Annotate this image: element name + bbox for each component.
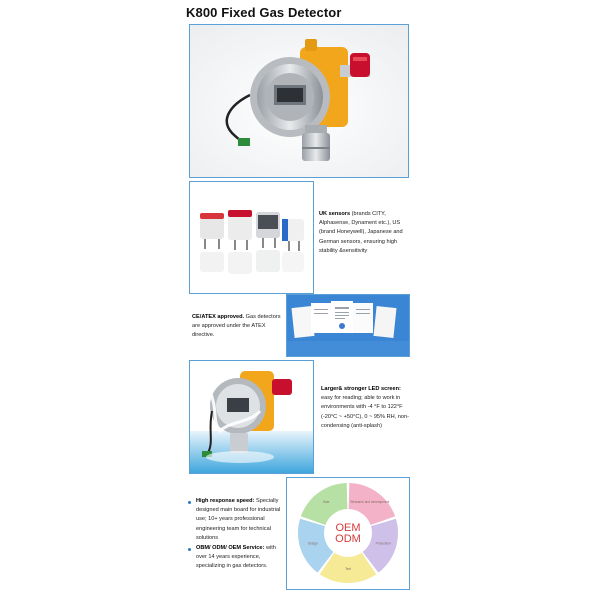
bullet-icon (188, 501, 191, 504)
atex-description (192, 313, 284, 341)
service-item (196, 544, 286, 572)
service-item (196, 497, 286, 543)
wheel-segment-label: Test (345, 567, 351, 571)
oem-odm-wheel (287, 478, 409, 589)
wheel-center-odm: ODM (335, 533, 361, 545)
atex-heading: CE/ATEX approved. (192, 314, 245, 320)
led-body: easy for reading; able to work in environments with -4 °F to 122°F (-20°C ~ +50°C), 0 ~ 95% RH, non-condensing (anti-splash) (321, 395, 409, 429)
sensors-description (319, 210, 411, 256)
wheel-segment-label: Production (375, 541, 391, 546)
atex-body: Gas detectors are approved under the ATEX directive. (192, 314, 281, 339)
service-item-body: with over 14 years experience, specializing in gas detectors. (196, 545, 276, 570)
service-item-heading: High response speed: (196, 498, 255, 504)
splash-image (190, 361, 313, 473)
service-item-body: Specially designed main board for industrial use; 10+ years professional engineering team for technical solutions (196, 498, 281, 541)
wheel-center-oem: OEM (335, 522, 361, 534)
certificates-frame (286, 294, 410, 357)
wheel-segment-label: Research and development (350, 500, 390, 505)
wheel-segment-label: Design (307, 541, 318, 546)
service-item-heading: OBM/ ODM/ OEM Service: (196, 545, 265, 551)
sensors-image (190, 182, 313, 293)
splash-photo-frame (189, 360, 314, 474)
sensors-heading: UK sensors (319, 211, 351, 217)
bullet-icon (188, 548, 191, 551)
gas-detector-image (190, 25, 408, 177)
oem-wheel-frame (286, 477, 410, 590)
sensors-body: (brands CITY, Alphasense, Dynament etc.), US (brand Honeywell), Japanese and German sensors, ensuring high stability &sensitivity (319, 211, 403, 254)
led-heading: Larger& stronger LED screen: (321, 386, 401, 392)
wheel-segment-label: Sale (323, 500, 330, 505)
page-title: K800 Fixed Gas Detector (186, 5, 342, 20)
product-photo-frame (189, 24, 409, 178)
certificates-image (287, 295, 409, 356)
led-description (321, 385, 409, 431)
sensors-photo-frame (189, 181, 314, 294)
